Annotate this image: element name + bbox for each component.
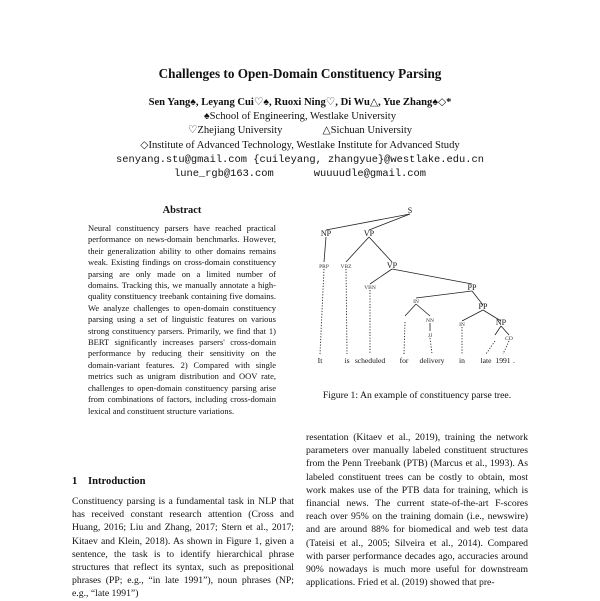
affiliation-row	[0, 124, 600, 138]
intro-left-column: Constituency parsing is a fundamental task in NLP that has received constant research attention (Cross and Huang, 2016; Liu and Zhang, 2017; Stern et al., 2017; Kitaev and Klein, 2018). As shown in Figure 1, given a sentence, the task is to identify hierarchical phrase structures that reflect its syntax, such as prepositional phrases (PP; e.g., “in late 1991”), noun phrases (NP; e.g., “late 1991”)	[72, 496, 294, 600]
tree-node-vbn: VBN	[364, 285, 376, 291]
author-emails-row	[0, 167, 600, 181]
tree-node-in-for: IN	[413, 299, 419, 305]
tree-node-prp: PRP	[319, 264, 329, 270]
tree-node-cd: CD	[505, 336, 513, 342]
tree-edges	[324, 214, 509, 335]
affiliation-institute: ◇Institute of Advanced Technology, Westlake Institute for Advanced Study	[140, 139, 460, 151]
affiliation-westlake: ♠School of Engineering, Westlake University	[204, 111, 396, 123]
tree-word: late	[480, 356, 492, 365]
affiliation-zhejiang: ♡Zhejiang University	[187, 125, 283, 137]
tree-word: 1991	[495, 356, 511, 365]
tree-word: in	[459, 356, 465, 365]
author-email-lune: lune_rgb@163.com	[173, 168, 274, 181]
abstract-text: Neural constituency parsers have reached practical performance on news-domain benchmarks. However, their generalization ability to other domains remains weak. Existing findings on cross-domain constituency parsing are only made on a limited number of domains. Tracking this, we manually annotate a high-quality constituency treebank containing five domains. We analyze challenges to open-domain constituency parsing using a set of linguistic features on various strong constituency parsers. Primarily, we find that 1) BERT significantly increases parsers' cross-domain performance by reducing their sensitivity on the domain-variant features. 2) Compared with single metrics such as unigram distribution and OOV rate, challenges to open-domain constituency parsing arise from combinations of factors, including cross-domain lexical and constituent structure variations.	[88, 223, 276, 416]
author-names: Sen Yang♠, Leyang Cui♡♠, Ruoxi Ning♡, Di Wu△, Yue Zhang♠◇*	[148, 97, 452, 108]
section-title: Introduction	[88, 476, 146, 487]
tree-word: for	[399, 356, 409, 365]
tree-node-np: NP	[320, 229, 332, 238]
author-emails-1: senyang.stu@gmail.com {cuileyang, zhangyue}@westlake.edu.cn	[116, 153, 484, 166]
tree-word: It	[317, 356, 323, 365]
author-email-wuuuudle: wuuuudle@gmail.com	[313, 168, 427, 181]
intro-right-column: resentation (Kitaev et al., 2019), training the network parameters over manually labeled constituent structures from the Penn Treebank (PTB) (Marcus et al., 1993). As labeled constituent trees can be costly to obtain, most work makes use of the PTB data for training, which is financial news. The current state-of-the-art F-scores reach over 95% on the training domain (i.e., newswire) and are around 88% for biomedical and web test data (Tateisi et al., 2005; Silveira et al., 2014). Compared with parser performance decades ago, accuracies around 90% nowadays is much more useful for downstream applications. Fried et al. (2019) showed that pre-	[306, 432, 528, 589]
tree-word: is	[344, 356, 350, 365]
tree-node-vp: VP	[363, 229, 375, 238]
tree-node-np2: NP	[495, 318, 507, 327]
tree-word: scheduled	[354, 356, 386, 365]
tree-node-s: S	[407, 206, 413, 215]
section-heading	[72, 476, 146, 487]
tree-node-vbz: VBZ	[340, 264, 352, 270]
abstract-heading: Abstract	[162, 205, 202, 216]
tree-node-pp: PP	[467, 283, 477, 292]
tree-node-vp2: VP	[386, 261, 398, 270]
paper-title: Challenges to Open-Domain Constituency Parsing	[158, 66, 442, 81]
figure-caption: Figure 1: An example of constituency parse tree.	[322, 390, 512, 401]
tree-node-jj: JJ	[427, 333, 433, 339]
section-number: 1	[72, 476, 78, 487]
tree-node-nn: NN	[426, 318, 434, 324]
tree-node-pp2: PP	[478, 302, 488, 311]
tree-word: .	[513, 356, 515, 365]
parse-tree-figure	[306, 206, 528, 374]
affiliation-sichuan: △Sichuan University	[322, 125, 413, 137]
tree-node-in-in: IN	[459, 322, 465, 328]
tree-word: delivery	[419, 356, 445, 365]
author-block	[0, 96, 600, 181]
